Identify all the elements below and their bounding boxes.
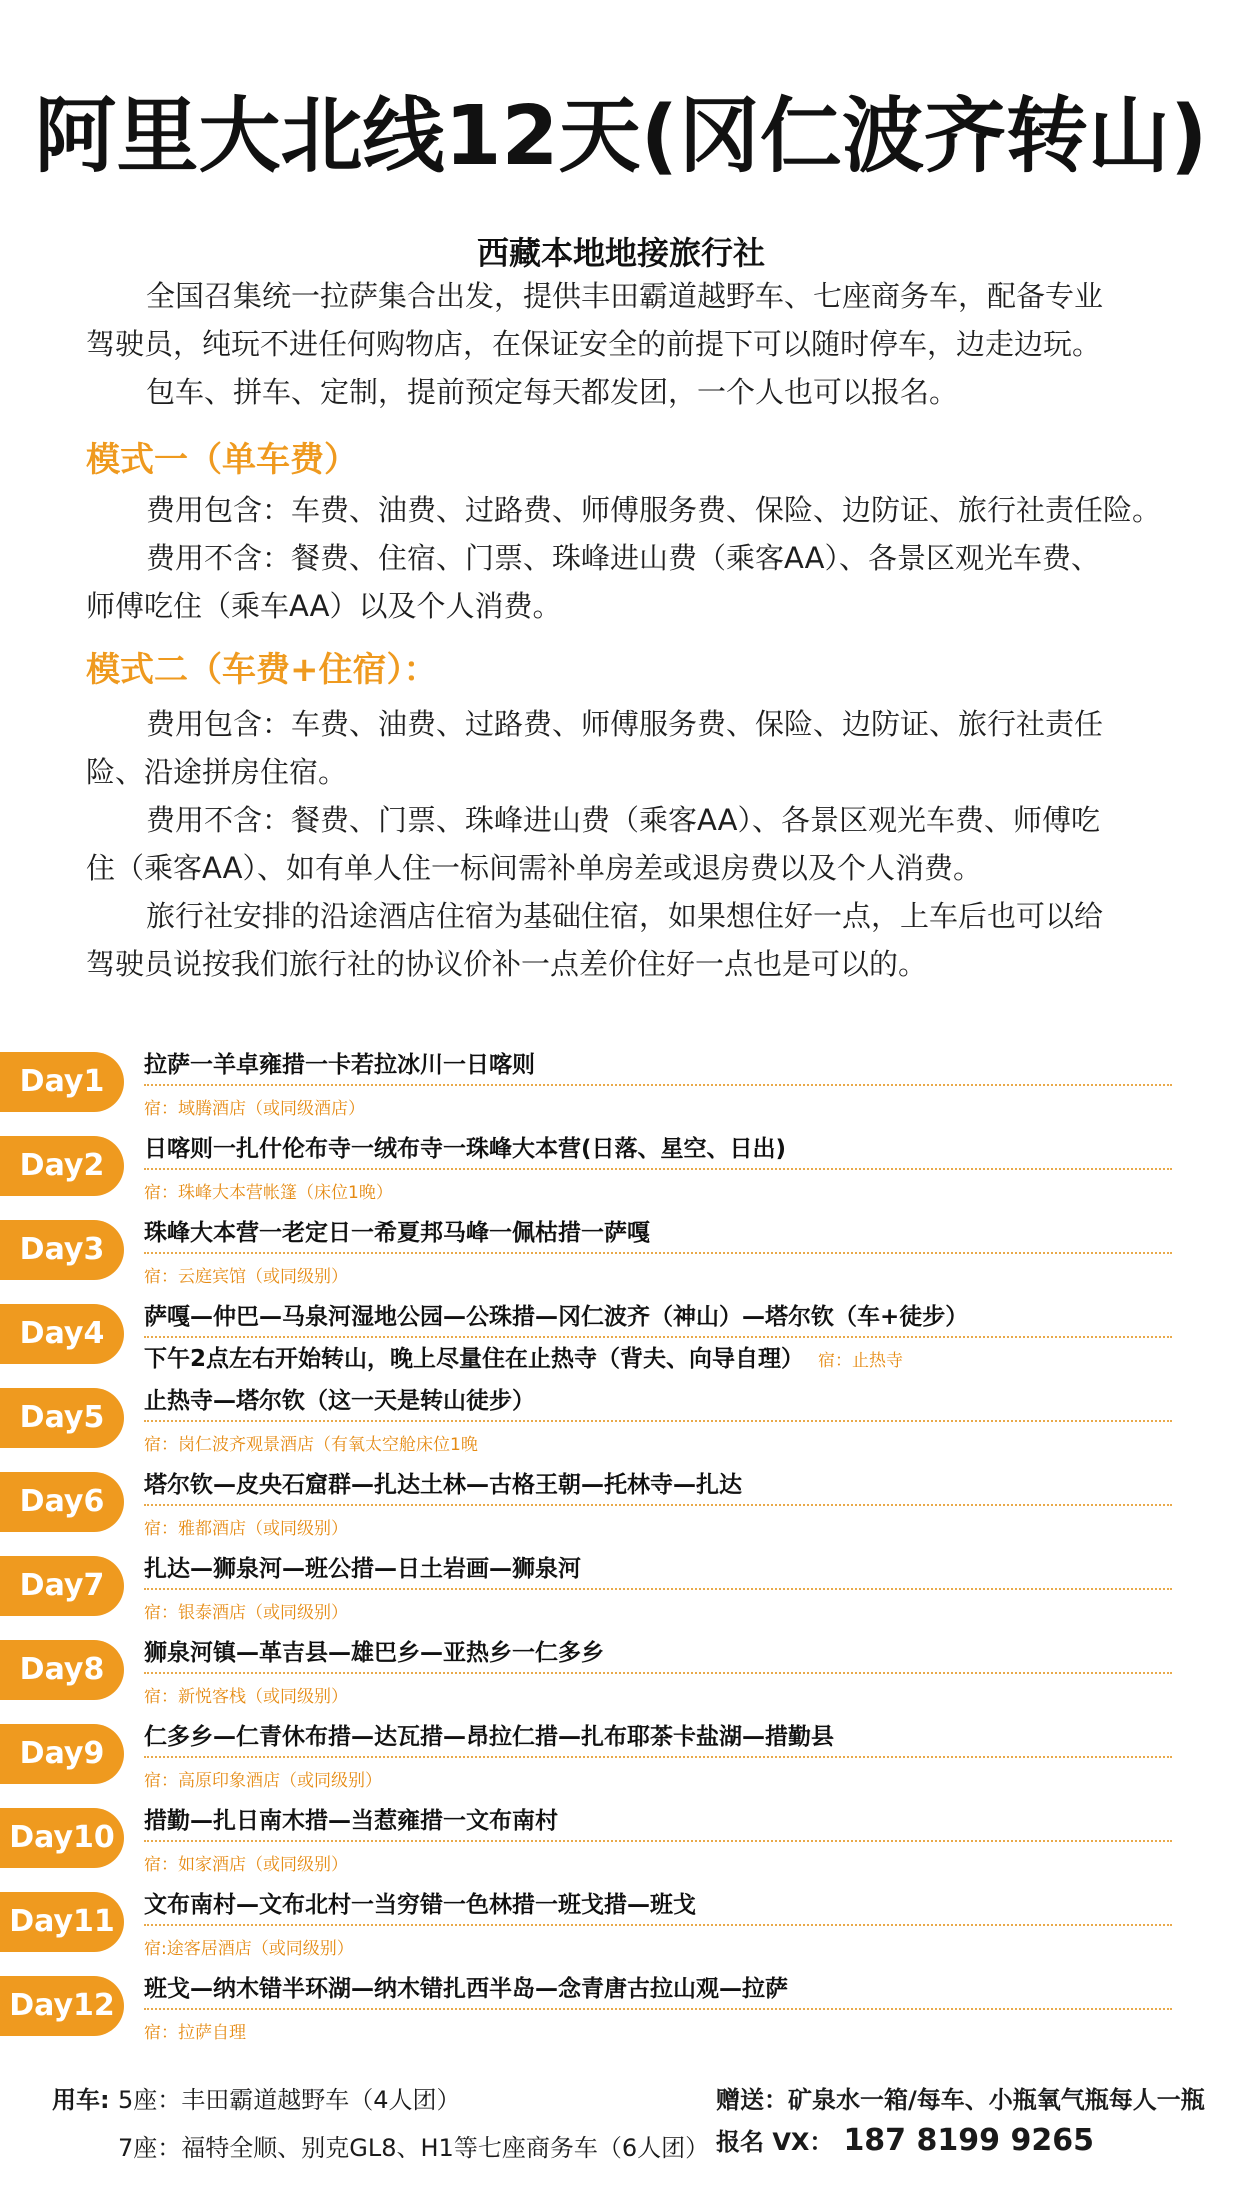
day-route: 止热寺—塔尔钦（这一天是转山徒步） [144, 1388, 535, 1414]
dotted-divider [144, 1420, 1172, 1422]
day-route: 塔尔钦—皮央石窟群—扎达土林—古格王朝—托林寺—扎达 [144, 1472, 742, 1498]
mode2-heading: 模式二（车费+住宿）： [86, 650, 438, 690]
day-route: 扎达—狮泉河—班公措—日土岩画—狮泉河 [144, 1556, 581, 1582]
agency-name: 西藏本地地接旅行社 [476, 234, 765, 272]
day-route: 狮泉河镇—革吉县—雄巴乡—亚热乡一仁多乡 [144, 1640, 604, 1666]
day-row-9 [0, 1712, 1242, 1796]
mode1-includes: 费用包含：车费、油费、过路费、师傅服务费、保险、边防证、旅行社责任险。 [146, 493, 1162, 527]
vehicle-label: 用车: [52, 2086, 110, 2114]
dotted-divider [144, 1588, 1172, 1590]
day-row-3 [0, 1208, 1242, 1292]
dotted-divider [144, 2008, 1172, 2010]
day-route-line2: 下午2点左右开始转山，晚上尽量住在止热寺（背夫、向导自理） 宿：止热寺 [144, 1346, 904, 1372]
day-row-12 [0, 1964, 1242, 2048]
day-badge: Day8 [0, 1640, 124, 1700]
vehicle-5-text: 5座：丰田霸道越野车（4人团） [117, 2086, 461, 2114]
day-hotel: 宿:途客居酒店（或同级别） [144, 1939, 354, 1959]
day-hotel: 宿：新悦客栈（或同级别） [144, 1687, 348, 1707]
day-row-10 [0, 1796, 1242, 1880]
dotted-divider [144, 1924, 1172, 1926]
day-hotel: 宿：止热寺 [818, 1351, 904, 1371]
day-row-7 [0, 1544, 1242, 1628]
day-hotel: 宿：云庭宾馆（或同级别） [144, 1267, 348, 1287]
day-row-2 [0, 1124, 1242, 1208]
intro-paragraph-1: 全国召集统一拉萨集合出发，提供丰田霸道越野车、七座商务车，配备专业 驾驶员，纯玩不进任何购物店，在保证安全的前提下可以随时停车，边走边玩。 [86, 279, 1104, 361]
mode1-heading: 模式一（单车费） [86, 440, 358, 480]
dotted-divider [144, 1840, 1172, 1842]
mode2-includes: 费用包含：车费、油费、过路费、师傅服务费、保险、边防证、旅行社责任 险、沿途拼房住宿。 [86, 707, 1104, 789]
day-hotel: 宿：岗仁波齐观景酒店（有氧太空舱床位1晚 [144, 1435, 478, 1455]
day-row-11 [0, 1880, 1242, 1964]
day-hotel: 宿：如家酒店（或同级别） [144, 1855, 348, 1875]
page-title: 阿里大北线12天(冈仁波齐转山) [34, 89, 1208, 184]
signup-label: 报名 VX： [716, 2128, 834, 2156]
dotted-divider [144, 1672, 1172, 1674]
day-route: 萨嘎—仲巴—马泉河湿地公园—公珠措—冈仁波齐（神山）—塔尔钦（车+徒步） [144, 1304, 969, 1330]
day-hotel: 宿：珠峰大本营帐篷（床位1晚） [144, 1183, 393, 1203]
day-badge: Day2 [0, 1136, 124, 1196]
intro-paragraph-2: 包车、拼车、定制，提前预定每天都发团，一个人也可以报名。 [146, 375, 959, 409]
day-row-8 [0, 1628, 1242, 1712]
dotted-divider [144, 1756, 1172, 1758]
day-route: 珠峰大本营一老定日一希夏邦马峰一佩枯措一萨嘎 [144, 1220, 650, 1246]
day-badge: Day11 [0, 1892, 124, 1952]
day-route: 班戈—纳木错半环湖—纳木错扎西半岛—念青唐古拉山观—拉萨 [144, 1976, 788, 2002]
day-route: 措勤—扎日南木措—当惹雍措一文布南村 [144, 1808, 558, 1834]
mode2-excludes: 费用不含：餐费、门票、珠峰进山费（乘客AA）、各景区观光车费、师傅吃 住（乘客AA）、如有单人住一标间需补单房差或退房费以及个人消费。 [86, 803, 1100, 885]
day-hotel: 宿：银泰酒店（或同级别） [144, 1603, 348, 1623]
day-hotel: 宿：域腾酒店（或同级酒店） [144, 1099, 365, 1119]
day-badge: Day3 [0, 1220, 124, 1280]
day-row-5 [0, 1376, 1242, 1460]
day-badge: Day6 [0, 1472, 124, 1532]
day-hotel: 宿：拉萨自理 [144, 2023, 246, 2043]
dotted-divider [144, 1084, 1172, 1086]
gift-info: 赠送：矿泉水一箱/每车、小瓶氧气瓶每人一瓶 [716, 2086, 1205, 2114]
vehicle-7-seat [118, 2128, 709, 2163]
day-badge: Day9 [0, 1724, 124, 1784]
mode2-note: 旅行社安排的沿途酒店住宿为基础住宿，如果想住好一点，上车后也可以给 驾驶员说按我们旅行社的协议价补一点差价住好一点也是可以的。 [86, 899, 1104, 981]
day-badge: Day4 [0, 1304, 124, 1364]
day-row-6 [0, 1460, 1242, 1544]
vehicle-7-text: 7座：福特全顺、别克GL8、H1等七座商务车（6人团） [118, 2134, 710, 2162]
day-badge: Day1 [0, 1052, 124, 1112]
day-badge: Day7 [0, 1556, 124, 1616]
day-badge: Day10 [0, 1808, 124, 1868]
dotted-divider [144, 1336, 1172, 1338]
day-route: 日喀则一扎什伦布寺一绒布寺一珠峰大本营(日落、星空、日出) [144, 1136, 787, 1162]
dotted-divider [144, 1168, 1172, 1170]
signup-info [716, 2122, 1094, 2158]
signup-phone: 187 8199 9265 [843, 2123, 1094, 2158]
day-row-1 [0, 1040, 1242, 1124]
dotted-divider [144, 1504, 1172, 1506]
dotted-divider [144, 1252, 1172, 1254]
day-route: 仁多乡—仁青休布措—达瓦措—昂拉仁措—扎布耶茶卡盐湖—措勤县 [144, 1724, 834, 1750]
mode1-excludes: 费用不含：餐费、住宿、门票、珠峰进山费（乘客AA）、各景区观光车费、 师傅吃住（乘车AA）以及个人消费。 [86, 541, 1100, 623]
vehicle-5-seat [52, 2080, 461, 2115]
day-badge: Day5 [0, 1388, 124, 1448]
day-route: 文布南村—文布北村一当穷错一色林措一班戈措—班戈 [144, 1892, 696, 1918]
day-route: 拉萨一羊卓雍措一卡若拉冰川一日喀则 [144, 1052, 535, 1078]
day-hotel: 宿：高原印象酒店（或同级别） [144, 1771, 382, 1791]
day-hotel: 宿：雅都酒店（或同级别） [144, 1519, 348, 1539]
day-row-4 [0, 1292, 1242, 1376]
day-badge: Day12 [0, 1976, 124, 2036]
